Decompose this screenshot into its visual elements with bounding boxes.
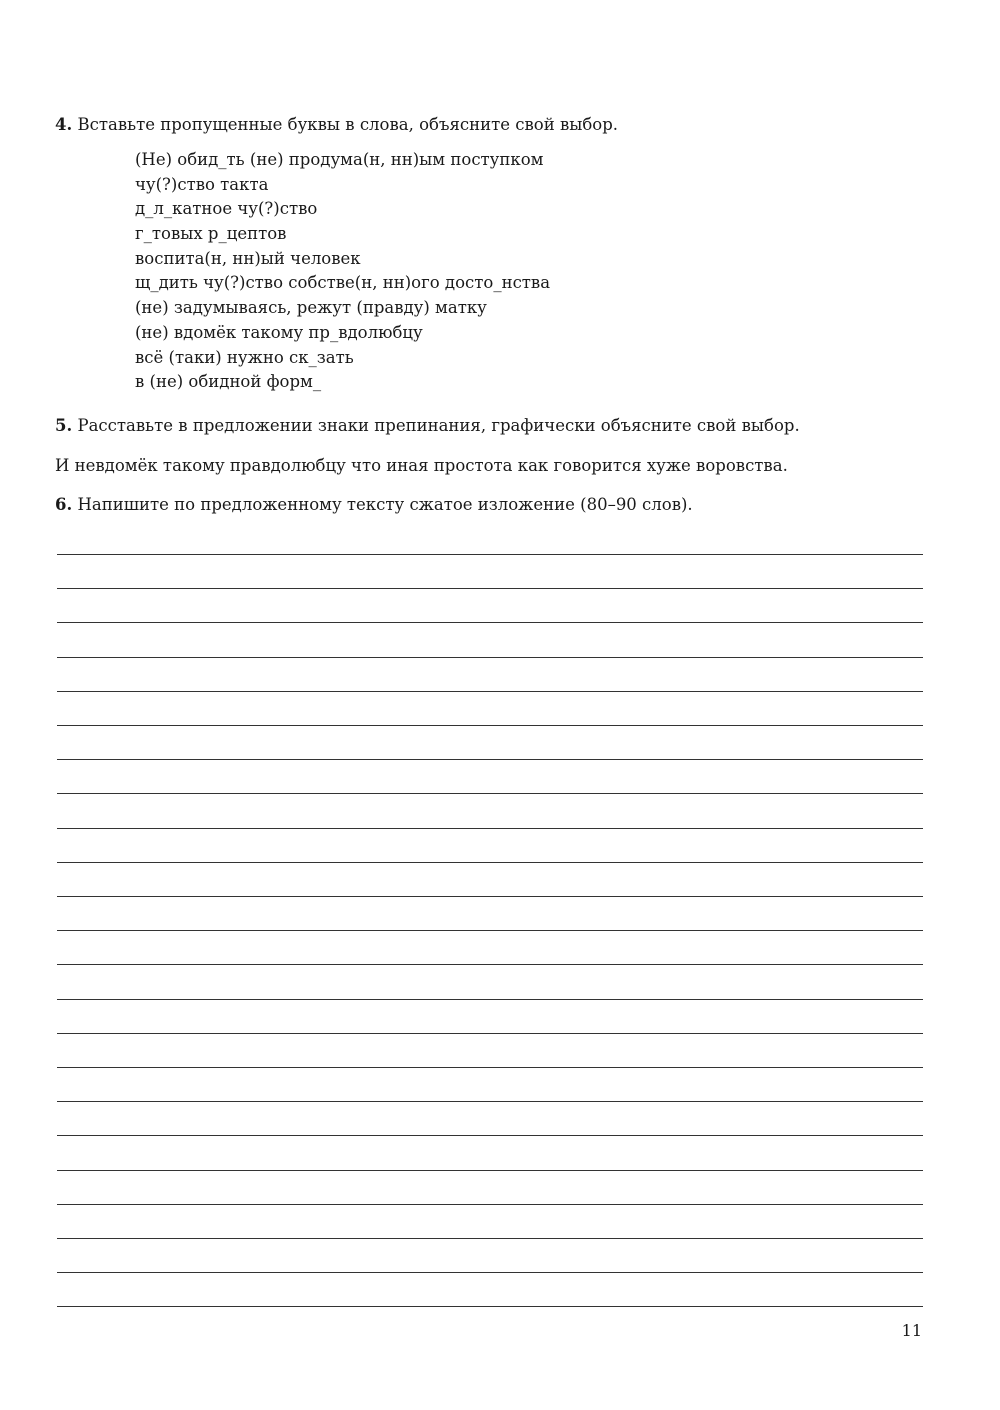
word-item: (Не) обид_ть (не) продума(н, нн)ым поступком <box>135 150 544 169</box>
writing-line <box>57 759 923 760</box>
writing-line <box>57 657 923 658</box>
writing-line <box>57 1238 923 1239</box>
writing-line <box>57 1170 923 1171</box>
writing-line <box>57 588 923 589</box>
task-4-text: Вставьте пропущенные буквы в слова, объясните свой выбор. <box>77 115 619 134</box>
writing-line <box>57 828 923 829</box>
writing-line <box>57 622 923 623</box>
writing-line <box>57 725 923 726</box>
word-item: всё (таки) нужно ск_зать <box>135 347 354 367</box>
writing-line <box>57 1033 923 1034</box>
word-item: г_товых р_цептов <box>135 224 287 244</box>
task-4-number: 4. <box>55 115 73 134</box>
writing-line <box>57 930 923 931</box>
writing-line <box>57 1204 923 1205</box>
writing-line <box>57 1067 923 1068</box>
writing-line <box>57 999 923 1000</box>
task-6-text: Напишите по предложенному тексту сжатое изложение (80–90 слов). <box>77 495 693 514</box>
word-item: в (не) обидной форм_ <box>135 372 322 392</box>
page-number: 11 <box>901 1321 922 1340</box>
task-6-number: 6. <box>55 495 73 514</box>
writing-line <box>57 1272 923 1273</box>
word-item: воспита(н, нн)ый человек <box>135 248 361 268</box>
word-item: д_л_катное чу(?)ство <box>135 199 318 219</box>
writing-line <box>57 1101 923 1102</box>
word-item: (не) задумываясь, режут (правду) матку <box>135 298 487 318</box>
word-item: чу(?)ство такта <box>135 174 269 194</box>
writing-line <box>57 964 923 965</box>
writing-line <box>57 896 923 897</box>
writing-line <box>57 793 923 794</box>
writing-line <box>57 554 923 555</box>
writing-line <box>57 862 923 863</box>
writing-line <box>57 691 923 692</box>
word-item: щ_дить чу(?)ство собстве(н, нн)ого досто_нства <box>135 273 551 293</box>
word-item: (не) вдомёк такому пр_вдолюбцу <box>135 322 423 342</box>
writing-area[interactable] <box>57 0 923 1410</box>
writing-line <box>57 1306 923 1307</box>
task-5-number: 5. <box>55 416 73 435</box>
writing-line <box>57 1135 923 1136</box>
task-5-sentence: И невдомёк такому правдолюбцу что иная простота как говорится хуже воровства. <box>55 456 788 475</box>
task-5-text: Расставьте в предложении знаки препинания, графически объясните свой выбор. <box>77 416 800 435</box>
